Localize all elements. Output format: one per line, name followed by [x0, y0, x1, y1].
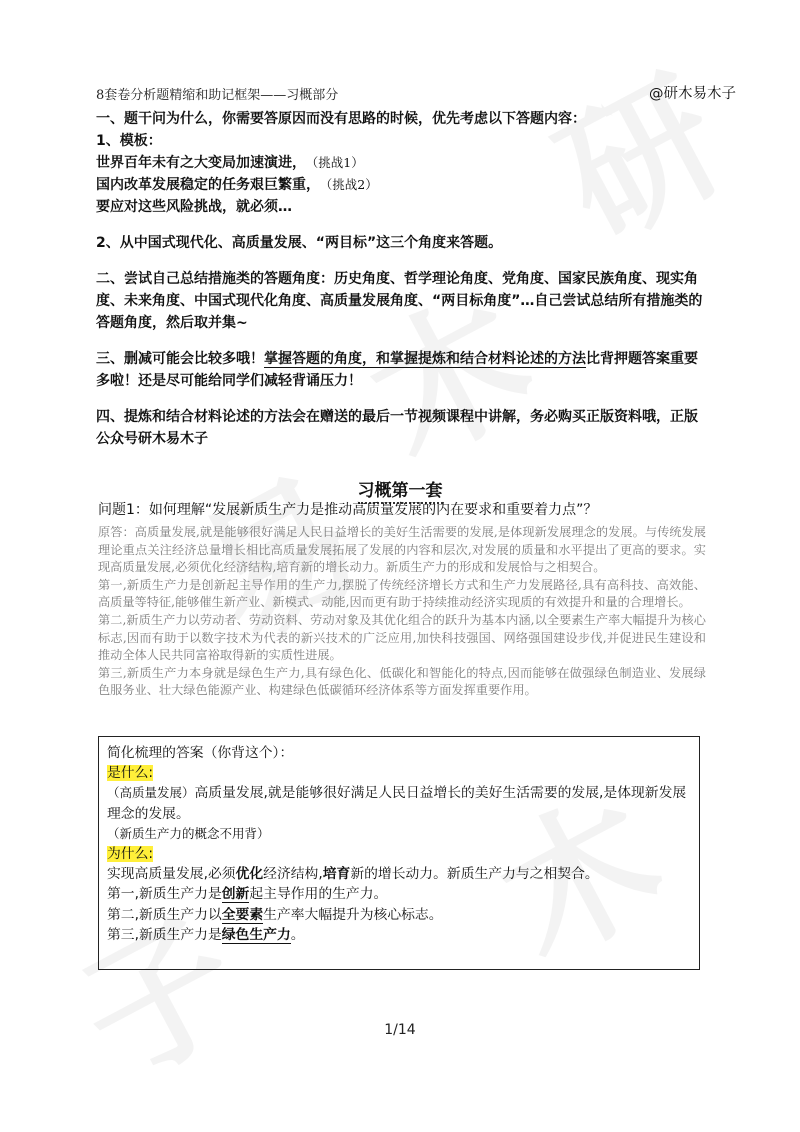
key-term: 全要素 — [221, 906, 264, 923]
simplified-answer-box — [98, 736, 700, 970]
box-text: 新的增长动力。新质生产力与之相契合。 — [350, 866, 599, 883]
box-line — [107, 864, 691, 884]
intro-text: 三、删减可能会比较多哦！ — [96, 351, 264, 367]
author-tag: @研木易木子 — [649, 86, 736, 102]
key-term: 绿色生产力 — [221, 926, 291, 943]
intro-line: 四、提炼和结合材料论述的方法会在赠送的最后一节视频课程中讲解，务必购买正版资料哦，正版 — [96, 409, 698, 425]
box-line — [107, 844, 691, 864]
box-line — [107, 763, 691, 783]
answer-paragraph: 原答：高质量发展,就是能够很好满足人民日益增长的美好生活需要的发展,是体现新发展理念的发展。与传统发展理论重点关注经济总量增长相比高质量发展拓展了发展的内容和层次,对发展的质量和水平提出了更高的要求。实现高质量发展,必须优化经济结构,培育新的增长动力。新质生产力的形成和发展恰与之相契合。 — [98, 525, 706, 575]
box-text: 第一,新质生产力是 — [107, 886, 222, 903]
question-text: 问题1：如何理解“发展新质生产力是推动高质量发展的内在要求和重要着力点”？ — [98, 502, 598, 518]
key-term: 创新 — [221, 886, 250, 903]
box-line — [107, 905, 691, 925]
concept-note: （新质生产力的概念不用背） — [107, 825, 270, 841]
section-title-text: 习概第一套 — [358, 481, 443, 504]
intro-line: 多啦！还是尽可能给同学们减轻背诵压力！ — [96, 373, 362, 389]
box-line — [107, 884, 691, 904]
box-text: 实现高质量发展,必须 — [107, 866, 236, 883]
what-text: 高质量发展,就是能够很好满足人民日益增长的美好生活需要的发展,是体现新发展理念的发展。 — [107, 785, 687, 822]
bold-keyword: 培育 — [322, 866, 351, 883]
why-label: 为什么: — [107, 846, 154, 863]
challenge-note: （挑战2） — [326, 177, 378, 192]
box-heading: 简化梳理的答案（你背这个）： — [107, 745, 294, 761]
original-answer — [98, 524, 706, 700]
box-text: 生产率大幅提升为核心标志。 — [263, 906, 443, 923]
intro-line — [96, 348, 726, 370]
box-line — [107, 824, 691, 844]
intro-line: 1、模板： — [96, 133, 162, 149]
box-line — [107, 783, 691, 823]
answer-paragraph: 第二,新质生产力以劳动者、劳动资料、劳动对象及其优化组合的跃升为基本内涵,以全要素生产率大幅提升为核心标志,因而有助于以数字技术为代表的新兴技术的广泛应用,加快科技强国、网络强国建设步伐,并促进民生建设和推动全体人民共同富裕取得新的实质性进展。 — [98, 612, 706, 663]
box-text: 。 — [290, 926, 305, 943]
what-label: 是什么: — [107, 765, 154, 782]
intro-line: 2、从中国式现代化、高质量发展、“两目标”这三个角度来答题。 — [96, 235, 503, 251]
intro-line: 一、题干问为什么，你需要答原因而没有思路的时候，优先考虑以下答题内容： — [96, 111, 586, 127]
template-line: 国内改革发展稳定的任务艰巨繁重， — [96, 177, 320, 193]
intro-line: 答题角度，然后取并集~ — [96, 315, 248, 331]
page-header — [96, 84, 736, 104]
section-title — [0, 476, 800, 501]
underlined-text: 掌握答题的角度，和掌握提炼和结合材料论述的方法 — [264, 351, 586, 367]
intro-line: 二、尝试自己总结措施类的答题角度：历史角度、哲学理论角度、党角度、国家民族角度、现实角 — [96, 271, 698, 287]
answer-paragraph: 第三,新质生产力本身就是绿色生产力,具有绿色化、低碳化和智能化的特点,因而能够在做强绿色制造业、发展绿色服务业、壮大绿色能源产业、构建绿色低碳循环经济体系等方面发挥重要作用。 — [98, 665, 706, 698]
intro-line: 要应对这些风险挑战，就必须… — [96, 199, 292, 215]
page-number: 1/14 — [384, 1022, 416, 1038]
intro-line: 公众号研木易木子 — [96, 431, 208, 447]
document-title: 8套卷分析题精缩和助记框架——习概部分 — [96, 88, 339, 103]
challenge-note: （挑战1） — [312, 155, 364, 170]
box-line — [107, 925, 691, 945]
box-text: 经济结构, — [263, 866, 323, 883]
what-note: （高质量发展） — [107, 785, 195, 801]
answer-paragraph: 第一,新质生产力是创新起主导作用的生产力,摆脱了传统经济增长方式和生产力发展路径,具有高科技、高效能、高质量等特征,能够催生新产业、新模式、动能,因而更有助于持续推动经济实现质的有效提升和量的合理增长。 — [98, 577, 706, 610]
intro-line: 度、未来角度、中国式现代化角度、高质量发展角度、“两目标角度”…自己尝试总结所有措施类的 — [96, 293, 703, 309]
box-text: 第三,新质生产力是 — [107, 926, 222, 943]
box-text: 起主导作用的生产力。 — [249, 886, 388, 903]
intro-text: 比背押题答案重要 — [586, 351, 698, 367]
template-line: 世界百年未有之大变局加速演进， — [96, 155, 306, 171]
intro-section — [96, 108, 726, 450]
bold-keyword: 优化 — [235, 866, 264, 883]
box-text: 第二,新质生产力以 — [107, 906, 222, 923]
intro-line — [96, 152, 726, 174]
intro-line — [96, 174, 726, 196]
